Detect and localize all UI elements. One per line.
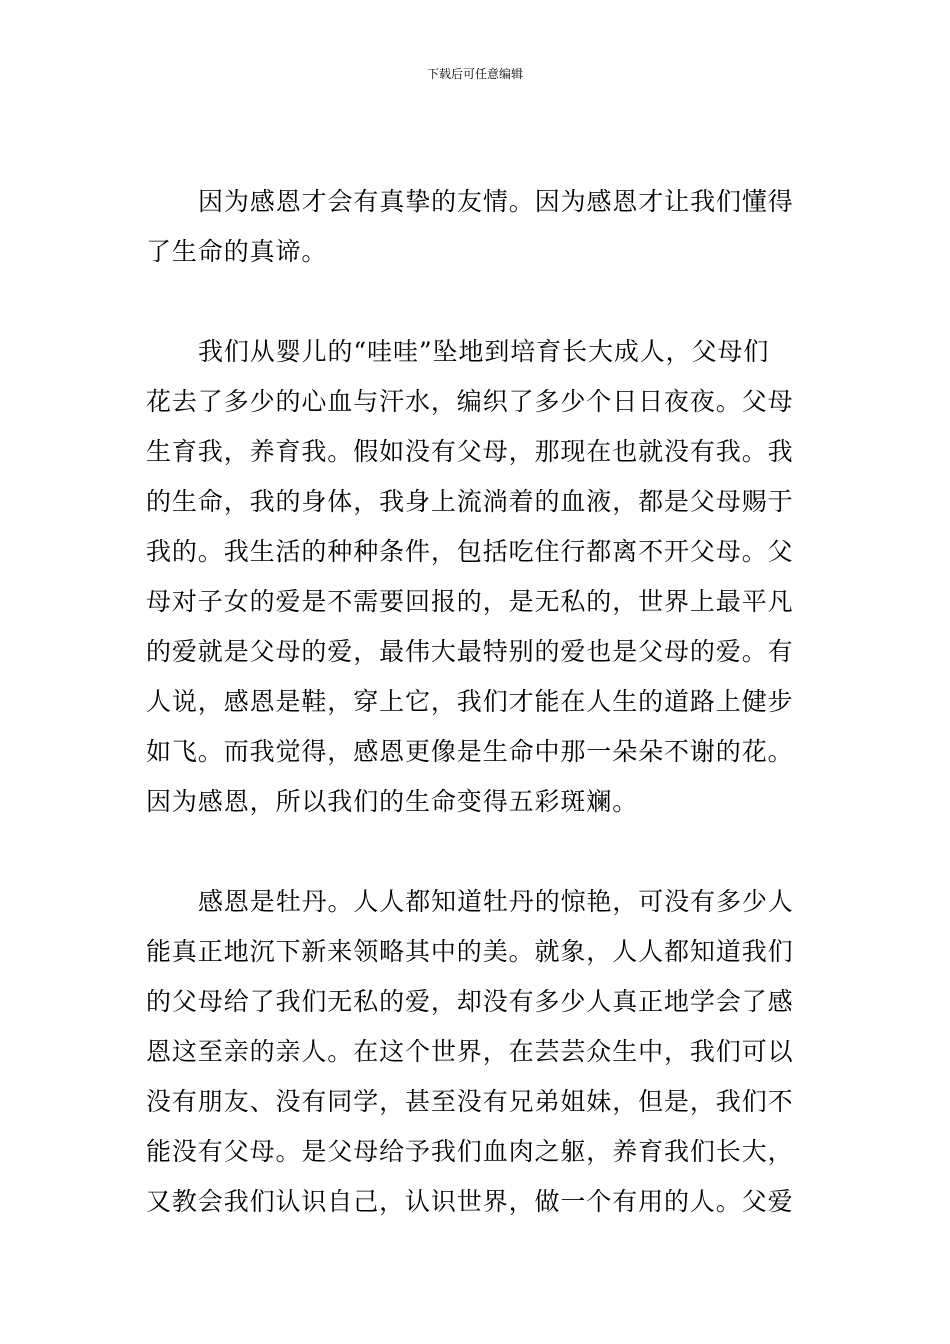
paragraph-line: 能真正地沉下新来领略其中的美。就象，人人都知道我们: [146, 937, 794, 966]
paragraph-line: 因为感恩才会有真挚的友情。因为感恩才让我们懂得: [198, 187, 794, 216]
paragraph-line: 能没有父母。是父母给予我们血肉之躯，养育我们长大，: [146, 1137, 794, 1166]
paragraph-line: 没有朋友、没有同学，甚至没有兄弟姐妹，但是，我们不: [146, 1087, 794, 1116]
paragraph-line: 母对子女的爱是不需要回报的，是无私的，世界上最平凡: [146, 587, 794, 616]
paragraph-line: 我的。我生活的种种条件，包括吃住行都离不开父母。父: [146, 537, 794, 566]
page-header: 下载后可任意编辑: [426, 67, 523, 81]
paragraph-line: 的爱就是父母的爱，最伟大最特别的爱也是父母的爱。有: [146, 637, 794, 666]
paragraph-line: 了生命的真谛。: [146, 237, 328, 266]
paragraph-line: 如飞。而我觉得，感恩更像是生命中那一朵朵不谢的花。: [146, 737, 794, 766]
paragraph-spacer: [146, 277, 810, 327]
paragraph-line: 恩这至亲的亲人。在这个世界，在芸芸众生中，我们可以: [146, 1037, 794, 1066]
paragraph-line: 的生命，我的身体，我身上流淌着的血液，都是父母赐于: [146, 487, 794, 516]
paragraph-line: 生育我，养育我。假如没有父母，那现在也就没有我。我: [146, 437, 794, 466]
paragraph-line: 的父母给了我们无私的爱，却没有多少人真正地学会了感: [146, 987, 794, 1016]
paragraph-line: 因为感恩，所以我们的生命变得五彩斑斓。: [146, 787, 639, 816]
paragraph-line: 我们从婴儿的“哇哇”坠地到培育长大成人，父母们: [198, 337, 770, 366]
document-body: [146, 177, 810, 1227]
paragraph-line: 又教会我们认识自己，认识世界，做一个有用的人。父爱: [146, 1187, 794, 1216]
paragraph-line: 感恩是牡丹。人人都知道牡丹的惊艳，可没有多少人: [198, 887, 794, 916]
paragraph-spacer: [146, 827, 810, 877]
paragraph-line: 人说，感恩是鞋，穿上它，我们才能在人生的道路上健步: [146, 687, 794, 716]
paragraph-2: [146, 327, 810, 827]
paragraph-3: [146, 877, 810, 1227]
paragraph-1: [146, 177, 810, 277]
paragraph-line: 花去了多少的心血与汗水，编织了多少个日日夜夜。父母: [146, 387, 794, 416]
